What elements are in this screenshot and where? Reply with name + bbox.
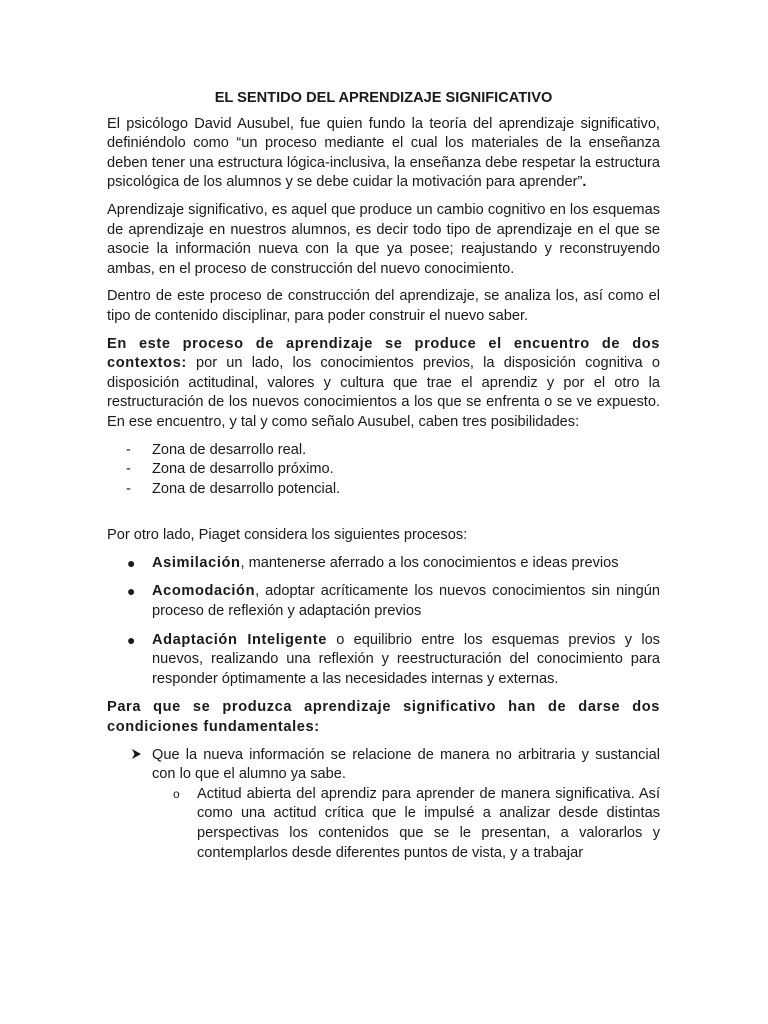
dash-marker: -	[126, 441, 131, 458]
paragraph-ausubel-end: .	[582, 174, 587, 191]
processes-list	[107, 554, 660, 690]
list-item	[107, 480, 660, 500]
paragraph-piaget: Por otro lado, Piaget considera los siguientes procesos:	[107, 527, 468, 544]
zones-list	[107, 441, 660, 500]
process-text: , mantenerse aferrado a los conocimientos e ideas previos	[240, 554, 619, 571]
paragraph-ausubel	[107, 115, 660, 193]
process-term: Adaptación Inteligente	[152, 631, 327, 648]
list-item	[107, 582, 660, 621]
list-item	[107, 460, 660, 480]
process-text: o equilibrio entre los esquemas previos y los nuevos, realizando una reflexión y reestructuración del conocimiento para responder óptimamente a las necesidades internas y externas.	[152, 631, 660, 687]
paragraph-definition: Aprendizaje significativo, es aquel que produce un cambio cognitivo en los esquemas de aprendizaje en nuestros alumnos, es decir todo tipo de aprendizaje en el que se asocie la información nueva con la que ya posee; reajustando y reconstruyendo ambas, en el proceso de construcción del nuevo conocimiento.	[107, 201, 660, 277]
paragraph-contexts-text: por un lado, los conocimientos previos, la disposición cognitiva o disposición actitudinal, valores y cultura que trae el aprendiz y por el otro la restructuración de los nuevos conocimientos a los que se enfrenta o se ve expuesto. En ese encuentro, y tal y como señalo Ausubel, caben tres posibilidades:	[107, 355, 660, 430]
process-term: Acomodación	[152, 583, 256, 600]
document-title: EL SENTIDO DEL APRENDIZAJE SIGNIFICATIVO	[214, 90, 553, 106]
list-item	[107, 441, 660, 461]
circle-bullet-icon: o	[173, 786, 180, 801]
zone-label: Zona de desarrollo próximo.	[152, 461, 334, 478]
bullet-icon: ●	[127, 554, 136, 571]
list-item	[107, 631, 660, 690]
conditions-list	[107, 746, 660, 864]
paragraph-contexts-bold: En este proceso de aprendizaje se produce el encuentro de dos contextos:	[107, 335, 660, 372]
condition-text: Que la nueva información se relacione de manera no arbitraria y sustancial con lo que el alumno ya sabe.	[152, 746, 660, 783]
zone-label: Zona de desarrollo potencial.	[152, 480, 341, 497]
conditions-heading: Para que se produzca aprendizaje significativo han de darse dos condiciones fundamentales:	[107, 699, 660, 736]
dash-marker: -	[126, 461, 131, 478]
sub-condition-text: Actitud abierta del aprendiz para aprender de manera significativa. Así como una actitud crítica que le impulsé a analizar desde distintas perspectivas los contenidos que se le presentan, a valorarlos y contemplarlos desde diferentes puntos de vista, y a trabajar	[197, 785, 660, 861]
dash-marker: -	[126, 480, 131, 497]
list-item	[107, 746, 660, 864]
arrow-bullet-icon	[131, 747, 142, 767]
bullet-icon: ●	[127, 583, 136, 600]
paragraph-contexts	[107, 335, 660, 433]
paragraph-construction: Dentro de este proceso de construcción del aprendizaje, se analiza los, así como el tipo de contenido disciplinar, para poder construir el nuevo saber.	[107, 288, 660, 324]
list-item	[152, 785, 660, 863]
bullet-icon: ●	[127, 631, 136, 648]
sub-conditions-list	[152, 785, 660, 863]
process-term: Asimilación	[152, 554, 241, 571]
list-item	[107, 554, 660, 574]
process-text: , adoptar acríticamente los nuevos conocimientos sin ningún proceso de reflexión y adaptación previos	[152, 583, 660, 620]
zone-label: Zona de desarrollo real.	[152, 441, 307, 458]
paragraph-ausubel-text: El psicólogo David Ausubel, fue quien fundo la teoría del aprendizaje significativo, definiéndolo como “un proceso mediante el cual los materiales de la enseñanza deben tener una estructura lógica-inclusiva, la enseñanza debe respetar la estructura psicológica de los alumnos y se debe cuidar la motivación para aprender”	[107, 115, 660, 191]
spacer	[107, 499, 660, 526]
document-page	[107, 89, 660, 863]
